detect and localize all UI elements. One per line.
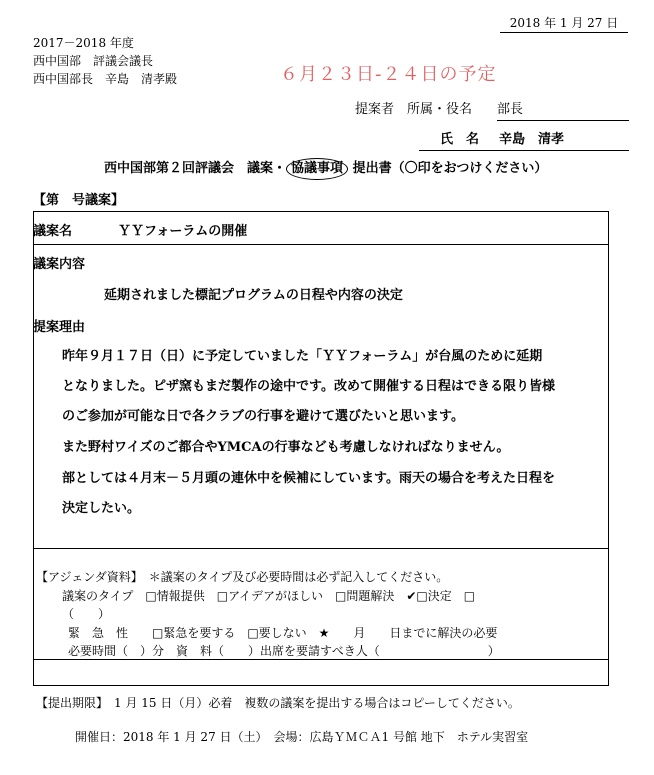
proposer-name-value: 辛島 清孝 (419, 130, 629, 151)
document-date: 2018 年 1 月 27 日 (500, 14, 628, 33)
agenda-name-label: 議案名 (33, 224, 73, 239)
reason-line-1: 昨年９月１７日（日）に予定していました「ＹＹフォーラム」が台風のために延期 (62, 349, 543, 364)
header-chair: 西中国部 評議会議長 (33, 54, 154, 68)
materials-heading: 【アジェンダ資料】 ＊議案のタイプ及び必要時間は必ず記入してください。 (36, 570, 449, 584)
header-recipient: 西中国部長 辛島 清孝殿 (33, 72, 178, 86)
agenda-content-label: 議案内容 (33, 257, 86, 272)
circled-option: 協議事項 (286, 158, 348, 180)
agenda-content-value: 延期されました標記プログラムの日程や内容の決定 (104, 288, 403, 303)
proposer-name-label: 氏 名 (440, 132, 480, 147)
reason-line-2: となりました。ピザ窯もまだ製作の途中です。改めて開催する日程はできる限り皆様 (62, 379, 555, 394)
reason-label: 提案理由 (33, 320, 86, 335)
reason-line-5: 部としては４月末－５月頭の連休中を候補にしています。雨天の場合を考えた日程を (62, 471, 555, 486)
form-title-suffix: 提出書（〇印をおつけください） (352, 161, 548, 176)
materials-type-line: 議案のタイプ □情報提供 □アイデアがほしい □問題解決 ✔□決定 □ (62, 589, 476, 603)
agenda-name-value: ＹＹフォーラムの開催 (118, 224, 248, 239)
proposer-affiliation-label: 提案者 所属・役名 (355, 102, 473, 117)
header-term: 2017－2018 年度 (33, 36, 134, 50)
form-title (104, 158, 547, 180)
materials-urgency-line: 緊 急 性 □緊急を要する □要しない ★ 月 日までに解決の必要 (68, 626, 498, 640)
form-title-prefix: 西中国部第２回評議会 議案・ (104, 161, 287, 176)
handwritten-plan-note: ６月２３日-２４日の予定 (280, 64, 497, 85)
reason-line-3: のご参加が可能な日で各クラブの行事を避けて選びたいと思います。 (62, 409, 464, 424)
materials-type-other: （ ） (62, 607, 111, 621)
materials-time-line: 必要時間（ ）分 資 料（ ）出席を要請すべき人（ ） (68, 644, 500, 658)
proposal-number: 【第 号議案】 (33, 193, 125, 208)
reason-line-6: 決定したい。 (62, 501, 141, 516)
venue-line: 開催日：2018 年 1 月 27 日（土） 会場：広島ＹＭＣＡ1 号館 地下 ホテル実習室 (75, 730, 529, 744)
proposer-affiliation-value: 部長 (497, 100, 629, 121)
deadline-line: 【提出期限】 1 月 15 日（月）必着 複数の議案を提出する場合はコピーしてください。 (36, 696, 520, 710)
reason-line-4: また野村ワイズのご都合やYMCAの行事なども考慮しなければなりません。 (62, 440, 510, 455)
